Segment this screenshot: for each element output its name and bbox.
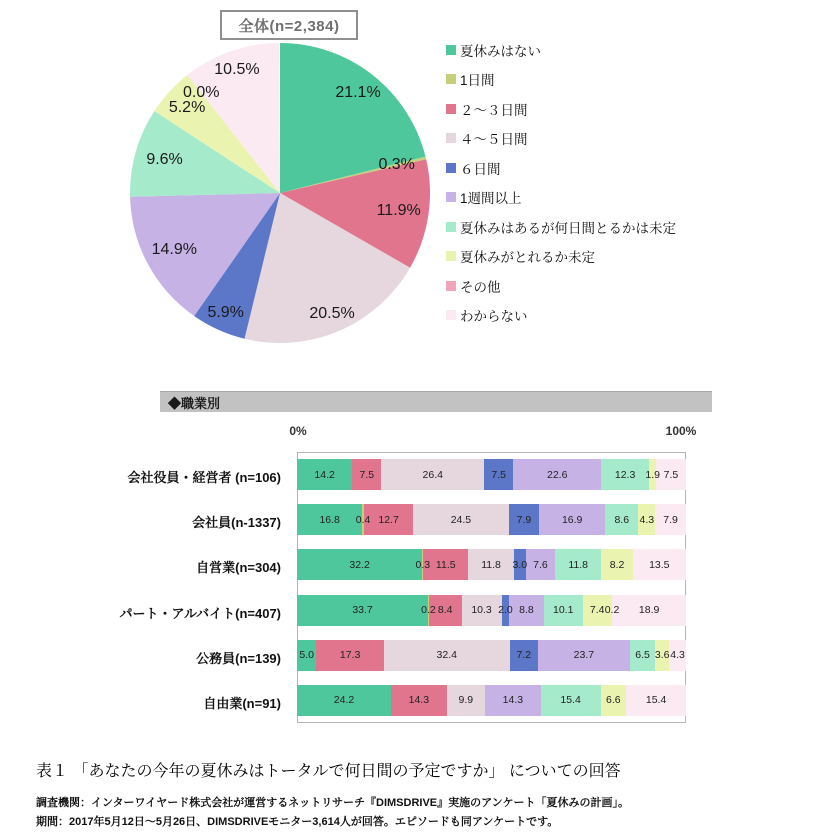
bar-row-label: 公務員(n=139) xyxy=(196,650,281,666)
bar-row xyxy=(297,595,686,626)
bar-segment-value: 8.6 xyxy=(614,513,630,526)
legend-swatch-icon xyxy=(446,74,456,84)
bar-segment xyxy=(539,504,605,535)
bar-segment xyxy=(352,459,381,490)
bar-segment xyxy=(538,640,630,671)
bar-segment xyxy=(626,685,686,716)
bar-segment xyxy=(297,640,316,671)
bar-segment xyxy=(601,459,649,490)
bar-segment-value: 32.2 xyxy=(349,558,370,571)
bar-segment-value: 6.6 xyxy=(606,694,621,707)
axis-label-min: 0% xyxy=(289,424,307,438)
section-header: ◆職業別 xyxy=(160,391,712,412)
bar-segment xyxy=(526,549,556,580)
bar-chart-plot-area xyxy=(297,452,686,723)
bar-segment xyxy=(510,640,538,671)
bar-segment-value: 16.9 xyxy=(561,513,583,526)
bar-segment xyxy=(605,504,638,535)
legend-label: ４～５日間 xyxy=(460,132,528,148)
bar-segment xyxy=(555,549,601,580)
table-title: 表１ 「あなたの今年の夏休みはトータルで何日間の予定ですか」 についての回答 xyxy=(36,763,621,780)
legend-swatch-icon xyxy=(446,104,456,114)
bar-segment-value: 0.2 xyxy=(604,604,620,617)
bar-segment xyxy=(468,549,514,580)
bar-segment xyxy=(462,595,502,626)
legend-item xyxy=(446,212,676,242)
legend-swatch-icon xyxy=(446,45,456,55)
legend-item xyxy=(446,94,676,124)
legend-label: その他 xyxy=(460,279,501,295)
bar-segment-value: 5.0 xyxy=(299,649,315,662)
bar-segment-value: 26.4 xyxy=(422,468,443,481)
pie-slice-label: 5.9% xyxy=(207,304,244,322)
pie-slice-label: 10.5% xyxy=(214,60,260,78)
bar-segment-value: 3.6 xyxy=(654,649,670,662)
bar-segment-value: 14.3 xyxy=(408,694,430,707)
bar-row-label: パート・アルバイト(n=407) xyxy=(119,605,281,621)
bar-segment-value: 7.5 xyxy=(663,468,679,481)
bar-segment xyxy=(655,640,669,671)
legend xyxy=(446,35,676,330)
bar-segment-value: 4.3 xyxy=(639,513,655,526)
bar-segment-value: 22.6 xyxy=(547,468,568,481)
bar-segment-value: 14.2 xyxy=(314,468,335,481)
bar-segment-value: 7.9 xyxy=(663,513,678,526)
bar-segment xyxy=(297,595,428,626)
bar-segment-value: 13.5 xyxy=(649,558,670,571)
bar-row-label: 自由業(n=91) xyxy=(203,695,281,711)
bar-segment-value: 23.7 xyxy=(573,649,595,662)
pie-slice-label: 5.2% xyxy=(168,98,206,116)
bar-segment-value: 11.5 xyxy=(435,558,456,571)
bar-segment xyxy=(544,595,583,626)
footnote xyxy=(36,794,629,832)
legend-label: 夏休みはない xyxy=(460,43,541,59)
bar-row xyxy=(297,504,686,535)
bar-segment xyxy=(498,595,513,626)
pie-slice-label: 11.9% xyxy=(376,201,421,219)
legend-label: わからない xyxy=(460,309,528,325)
bar-segment-value: 0.2 xyxy=(421,604,436,617)
bar-segment xyxy=(297,504,362,535)
legend-swatch-icon xyxy=(446,163,456,173)
bar-segment xyxy=(601,685,627,716)
bar-segment xyxy=(601,549,633,580)
bar-segment xyxy=(655,504,686,535)
legend-item xyxy=(446,301,676,331)
bar-segment-value: 0.3 xyxy=(415,558,431,571)
bar-segment-value: 0.4 xyxy=(355,513,371,526)
bar-segment xyxy=(633,549,686,580)
legend-label: ６日間 xyxy=(460,161,501,177)
legend-item xyxy=(446,35,676,65)
bar-segment-value: 12.3 xyxy=(614,468,636,481)
bar-segment-value: 16.8 xyxy=(319,513,340,526)
bar-segment-value: 8.8 xyxy=(519,604,534,617)
bar-segment-value: 7.5 xyxy=(359,468,375,481)
bar-segment-value: 3.0 xyxy=(512,558,528,571)
legend-label: 1週間以上 xyxy=(460,191,522,207)
legend-item xyxy=(446,65,676,95)
bar-row-label: 会社役員・経営者 (n=106) xyxy=(127,470,281,486)
pie-slice-label: 21.1% xyxy=(335,84,381,102)
pie-slice-label: 9.6% xyxy=(146,151,183,169)
pie-slice-label: 0.0% xyxy=(182,83,220,101)
bar-segment xyxy=(316,640,383,671)
legend-item xyxy=(446,271,676,301)
bar-row xyxy=(297,640,686,671)
legend-item xyxy=(446,242,676,272)
bar-segment-value: 7.5 xyxy=(491,468,506,481)
bar-segment xyxy=(630,640,655,671)
bar-segment-value: 2.0 xyxy=(498,604,513,617)
bar-segment xyxy=(638,504,655,535)
legend-item xyxy=(446,124,676,154)
legend-swatch-icon xyxy=(446,192,456,202)
bar-segment-value: 8.4 xyxy=(437,604,453,617)
bar-segment-value: 12.7 xyxy=(378,513,399,526)
bar-segment-value: 10.1 xyxy=(552,604,574,617)
bar-segment-value: 14.3 xyxy=(502,694,524,707)
legend-label: 夏休みがとれるか未定 xyxy=(460,250,595,266)
legend-label: 1日間 xyxy=(460,73,495,89)
pie-slice-label: 14.9% xyxy=(151,240,197,258)
bar-segment-value: 7.6 xyxy=(533,558,548,571)
pie-slice-label: 20.5% xyxy=(309,305,355,323)
pie-chart-svg xyxy=(130,43,430,343)
legend-swatch-icon xyxy=(446,281,456,291)
legend-swatch-icon xyxy=(446,133,456,143)
bar-segment-value: 8.2 xyxy=(609,558,625,571)
legend-swatch-icon xyxy=(446,222,456,232)
bar-segment-value: 32.4 xyxy=(436,649,457,662)
bar-row-label: 会社員(n-1337) xyxy=(192,515,281,531)
overall-sample-box: 全体(n=2,384) xyxy=(220,10,358,40)
bar-row xyxy=(297,459,686,490)
legend-item xyxy=(446,183,676,213)
bar-segment-value: 11.8 xyxy=(481,558,501,571)
bar-segment xyxy=(381,459,484,490)
bar-segment xyxy=(297,685,391,716)
pie-chart xyxy=(130,43,430,343)
bar-segment-value: 24.5 xyxy=(450,513,472,526)
bar-segment-value: 7.2 xyxy=(516,649,532,662)
bar-segment-value: 10.3 xyxy=(471,604,492,617)
bar-segment xyxy=(413,504,508,535)
legend-swatch-icon xyxy=(446,310,456,320)
bar-segment xyxy=(447,685,485,716)
bar-row xyxy=(297,549,686,580)
legend-item xyxy=(446,153,676,183)
bar-segment-value: 7.4 xyxy=(589,604,605,617)
legend-label: 夏休みはあるが何日間とるかは未定 xyxy=(460,220,676,236)
legend-label: ２～３日間 xyxy=(460,102,528,118)
bar-segment-value: 17.3 xyxy=(339,649,361,662)
bar-segment xyxy=(364,504,413,535)
bar-segment xyxy=(391,685,447,716)
bar-segment-value: 24.2 xyxy=(333,694,355,707)
bar-row xyxy=(297,685,686,716)
bar-segment xyxy=(541,685,601,716)
bar-segment xyxy=(514,549,526,580)
bar-segment-value: 1.9 xyxy=(645,468,661,481)
bar-segment-value: 11.8 xyxy=(568,558,589,571)
bar-segment xyxy=(485,685,541,716)
bar-segment xyxy=(612,595,686,626)
bar-segment xyxy=(645,459,661,490)
bar-segment-value: 15.4 xyxy=(560,694,581,707)
bar-segment xyxy=(384,640,510,671)
bar-segment xyxy=(297,459,352,490)
legend-swatch-icon xyxy=(446,251,456,261)
bar-segment xyxy=(513,459,601,490)
bar-segment-value: 18.9 xyxy=(638,604,660,617)
footnote-line-2: 期間：2017年5月12日～5月26日、DIMSDRIVEモニター3,614人が回答。エピソードも同アンケートです。 xyxy=(36,816,559,828)
bar-segment xyxy=(484,459,513,490)
bar-row-label: 自営業(n=304) xyxy=(196,560,281,576)
bar-segment xyxy=(669,640,686,671)
bar-segment xyxy=(656,459,685,490)
bar-segment xyxy=(509,595,543,626)
bar-segment xyxy=(297,549,422,580)
bar-segment-value: 33.7 xyxy=(352,604,373,617)
footnote-line-1: 調査機関：インターワイヤード株式会社が運営するネットリサーチ『DIMSDRIVE』実施のアンケート「夏休みの計画」。 xyxy=(36,797,629,809)
bar-segment xyxy=(509,504,540,535)
bar-segment-value: 15.4 xyxy=(645,694,667,707)
bar-segment-value: 4.3 xyxy=(670,649,685,662)
bar-segment-value: 7.9 xyxy=(516,513,532,526)
axis-label-max: 100% xyxy=(665,424,697,438)
bar-segment-value: 6.5 xyxy=(635,649,650,662)
bar-segment-value: 9.9 xyxy=(458,694,474,707)
pie-slice-label: 0.3% xyxy=(378,155,415,173)
